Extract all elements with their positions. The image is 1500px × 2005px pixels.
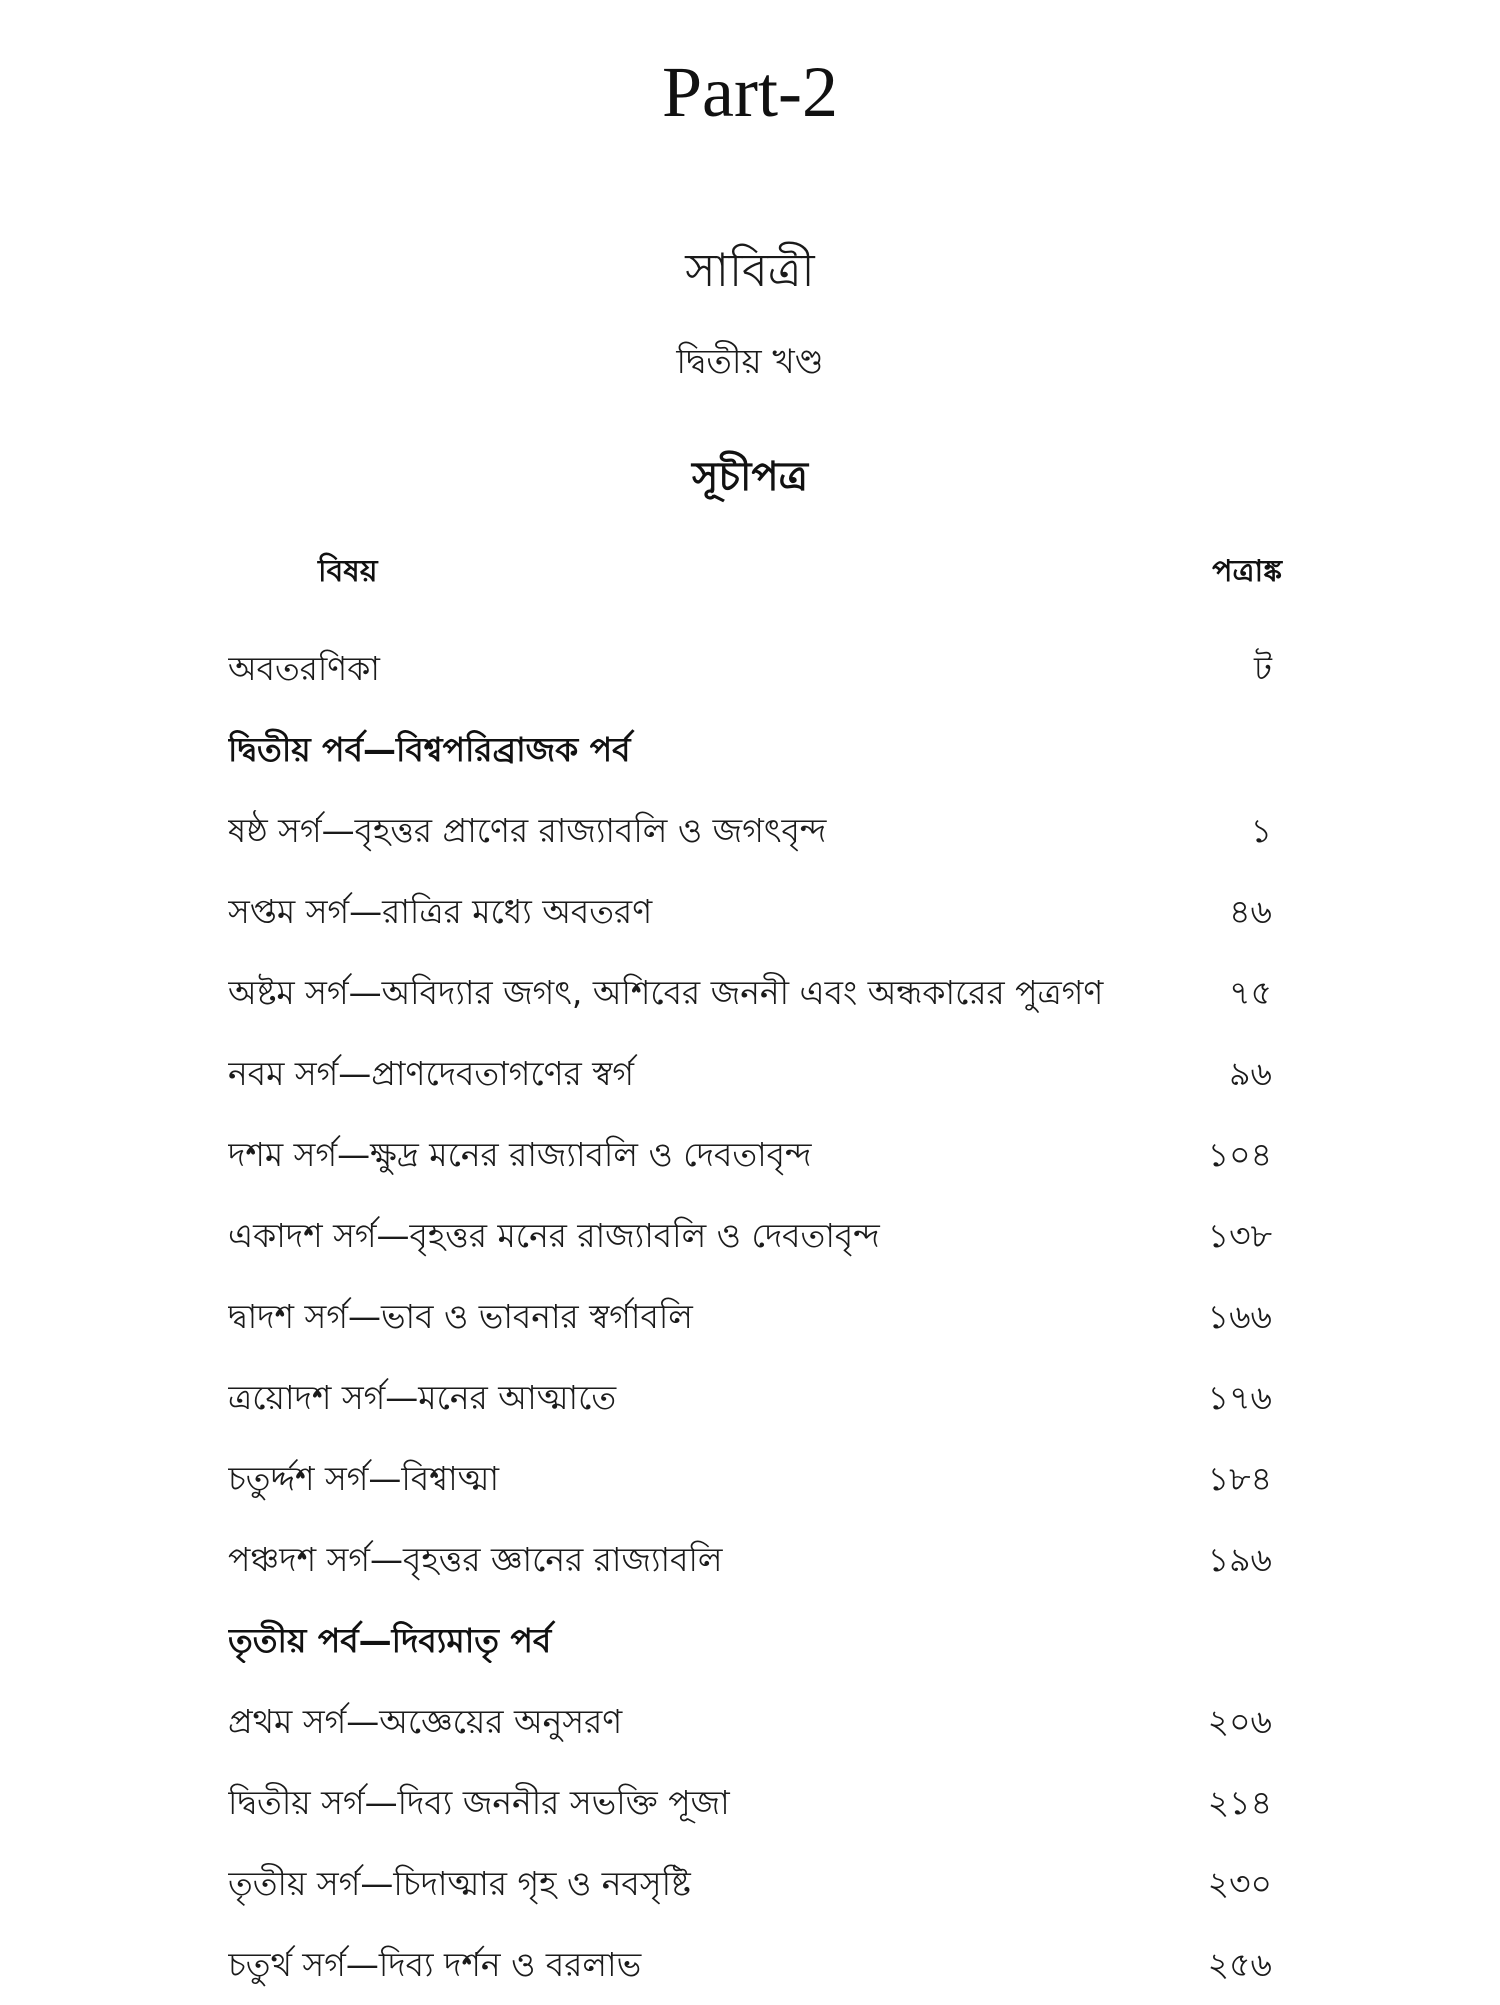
toc-entry-page: ২৩০ [1207,1863,1272,1903]
toc-entry-page: ৭৫ [1229,972,1272,1012]
toc-entry-page: ১৭৬ [1207,1377,1272,1417]
toc-entry [228,1438,1272,1519]
toc-entry [228,790,1272,871]
toc-entry-title: চতুর্দ্দশ সর্গ—বিশ্বাত্মা [228,1458,500,1498]
toc-entry [228,1357,1272,1438]
toc-entry-title: নবম সর্গ—প্রাণদেবতাগণের স্বর্গ [228,1053,634,1093]
toc-entry-page: ২৫৬ [1207,1944,1272,1984]
toc-entry [228,1843,1272,1924]
contents-heading: সূচীপত্র [692,454,808,500]
toc-entry-title: তৃতীয় পর্ব—দিব্যমাতৃ পর্ব [228,1620,552,1660]
toc-entry [228,1033,1272,1114]
toc-entry-page: ১৮৪ [1207,1458,1272,1498]
toc-entry-page: ১৬৬ [1207,1296,1272,1336]
toc-entry [228,871,1272,952]
toc-entry-title: অষ্টম সর্গ—অবিদ্যার জগৎ, অশিবের জননী এবং অন্ধকারের পুত্রগণ [228,972,1104,1012]
toc-entry [228,1681,1272,1762]
toc-entry-title: দশম সর্গ—ক্ষুদ্র মনের রাজ্যাবলি ও দেবতাবৃন্দ [228,1134,812,1174]
subject-column-header: বিষয় [318,554,378,589]
toc-entry [228,1276,1272,1357]
part-title: Part-2 [662,52,838,132]
toc-entry [228,1762,1272,1843]
toc-entry-title: চতুর্থ সর্গ—দিব্য দর্শন ও বরলাভ [228,1944,642,1984]
toc-entry [228,952,1272,1033]
toc-entry [228,628,1272,709]
toc-entry-page: ১৩৮ [1207,1215,1272,1255]
book-title: সাবিত্রী [685,243,815,297]
toc-section-heading [228,1600,1272,1681]
toc-entry-title: দ্বাদশ সর্গ—ভাব ও ভাবনার স্বর্গাবলি [228,1296,693,1336]
toc-entry-page: ১ [1250,810,1272,850]
toc-entry-page: ২১৪ [1207,1782,1272,1822]
toc-entry-title: একাদশ সর্গ—বৃহত্তর মনের রাজ্যাবলি ও দেবতাবৃন্দ [228,1215,880,1255]
toc-entry-title: ত্রয়োদশ সর্গ—মনের আত্মাতে [228,1377,617,1417]
volume-label: দ্বিতীয় খণ্ড [676,342,824,382]
toc-entry-page: ৪৬ [1229,891,1272,931]
toc-entry [228,1114,1272,1195]
toc-entry [228,1924,1272,2005]
toc-entry [228,1195,1272,1276]
toc-entry-page: ট [1254,648,1272,688]
toc-entry-title: তৃতীয় সর্গ—চিদাত্মার গৃহ ও নবসৃষ্টি [228,1863,691,1903]
table-of-contents [228,628,1272,2005]
page-column-header: পত্রাঙ্ক [1212,554,1282,589]
toc-entry-page: ১০৪ [1207,1134,1272,1174]
toc-entry-title: ষষ্ঠ সর্গ—বৃহত্তর প্রাণের রাজ্যাবলি ও জগৎবৃন্দ [228,810,827,850]
toc-entry-title: প্রথম সর্গ—অজ্ঞেয়ের অনুসরণ [228,1701,623,1741]
toc-entry-title: দ্বিতীয় সর্গ—দিব্য জননীর সভক্তি পূজা [228,1782,730,1822]
toc-entry-page: ১৯৬ [1207,1539,1272,1579]
toc-entry-title: সপ্তম সর্গ—রাত্রির মধ্যে অবতরণ [228,891,653,931]
toc-entry-title: দ্বিতীয় পর্ব—বিশ্বপরিব্রাজক পর্ব [228,729,631,769]
toc-entry-title: অবতরণিকা [228,648,380,688]
toc-entry-title: পঞ্চদশ সর্গ—বৃহত্তর জ্ঞানের রাজ্যাবলি [228,1539,723,1579]
toc-section-heading [228,709,1272,790]
toc-entry-page: ২০৬ [1207,1701,1272,1741]
toc-entry-page: ৯৬ [1229,1053,1272,1093]
toc-entry [228,1519,1272,1600]
